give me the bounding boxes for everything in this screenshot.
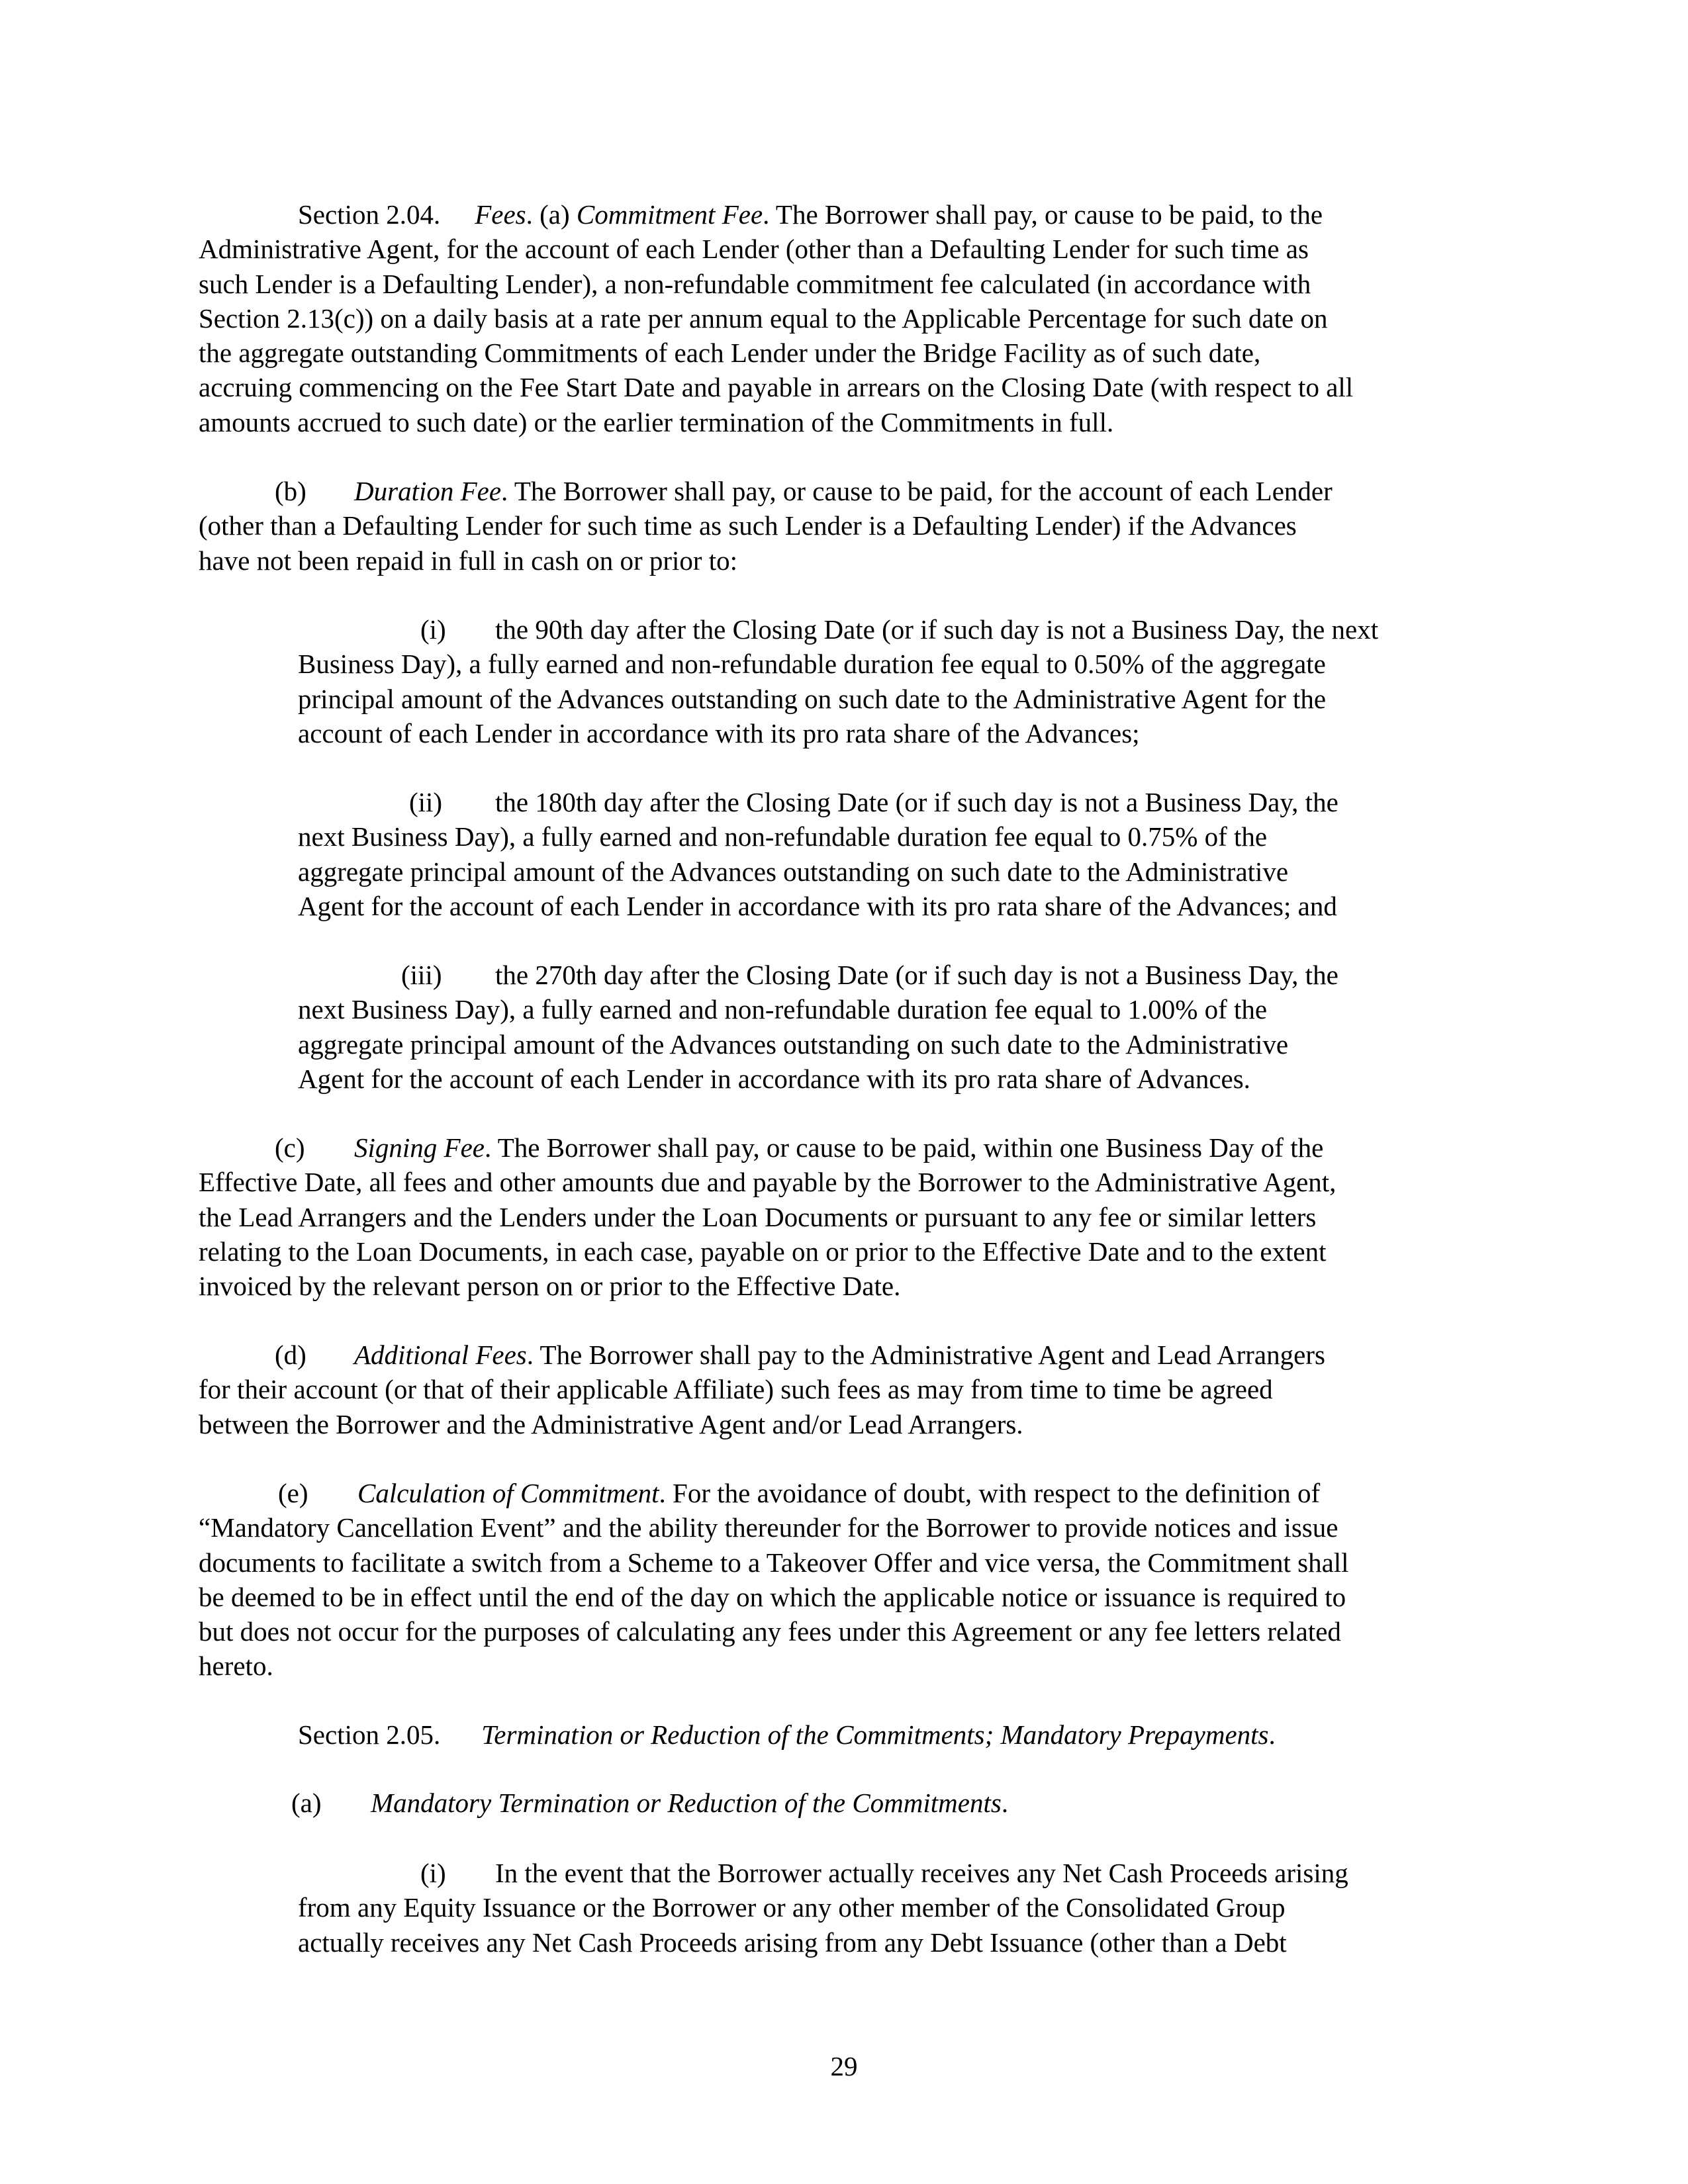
paragraph-e: (e) Calculation of Commitment. For the avoidance of doubt, with respect to the definition of “Mandatory Cancellation Event” and the ability thereunder for the Borrower to provide notices and issue documents to facilitate a switch from a Scheme to a Takeover Offer and vice versa, the Commitment shall be deemed to be in effect until the end of the day on which the applicable notice or issuance is required to but does not occur for the purposes of calculating any fees under this Agreement or any fee letters related hereto. — [199, 1476, 1483, 1684]
paragraph-line: Agent for the account of each Lender in accordance with its pro rata share of Advances. — [298, 1063, 1250, 1094]
paragraph-text: the 90th day after the Closing Date (or if such day is not a Business Day, the next — [495, 614, 1379, 645]
paragraph-line: aggregate principal amount of the Advances outstanding on such date to the Administrative — [298, 856, 1289, 887]
paragraph-line: next Business Day), a fully earned and non-refundable duration fee equal to 0.75% of the — [298, 821, 1268, 852]
paragraph-line: the aggregate outstanding Commitments of each Lender under the Bridge Facility as of such date, — [199, 338, 1261, 369]
section-2-04-paragraph-a: Section 2.04. Fees. (a) Commitment Fee. The Borrower shall pay, or cause to be paid, to the Administrative Agent, for the account of each Lender (other than a Defaulting Lender for such time as such Lender is a Defaulting Lender), a non-refundable commitment fee calculated (in accordance with Section 2.13(c)) on a daily basis at a rate per annum equal to the Applicable Percentage for such date on the aggregate outstanding Commitments of each Lender under the Bridge Facility as of such date, accruing commencing on the Fee Start Date and payable in arrears on the Closing Date (with respect to all amounts accrued to such date) or the earlier termination of the Commitments in full. — [199, 197, 1483, 439]
paragraph-c: (c) Signing Fee. The Borrower shall pay, or cause to be paid, within one Business Day of the Effective Date, all fees and other amounts due and payable by the Borrower to the Administrative Agent, the Lead Arrangers and the Lenders under the Loan Documents or pursuant to any fee or similar letters relating to the Loan Documents, in each case, payable on or prior to the Effective Date and to the extent invoiced by the relevant person on or prior to the Effective Date. — [199, 1130, 1483, 1303]
subsection-title: Commitment Fee — [576, 199, 763, 230]
paragraph-line: “Mandatory Cancellation Event” and the ability thereunder for the Borrower to provide notices and issue — [199, 1512, 1338, 1543]
paragraph-b-iii — [298, 958, 1483, 1096]
page-number: 29 — [830, 2051, 858, 2081]
paragraph-label: (a) — [291, 1788, 322, 1818]
paragraph-d: (d) Additional Fees. The Borrower shall pay to the Administrative Agent and Lead Arrangers for their account (or that of their applicable Affiliate) such fees as may from time to time be agreed between the Borrower and the Administrative Agent and/or Lead Arrangers. — [199, 1338, 1483, 1441]
paragraph-label: (ii) — [409, 787, 443, 817]
paragraph-label: (b) — [275, 476, 306, 506]
subsection-label: (a) — [539, 199, 570, 230]
paragraph-line: account of each Lender in accordance with its pro rata share of the Advances; — [298, 717, 1140, 749]
paragraph-title: Signing Fee — [354, 1132, 485, 1163]
paragraph-b: (b) Duration Fee. The Borrower shall pay, or cause to be paid, for the account of each Lender (other than a Defaulting Lender for such time as such Lender is a Defaulting Lender) if the Advances have not been repaid in full in cash on or prior to: — [199, 474, 1483, 578]
paragraph-text: the 180th day after the Closing Date (or if such day is not a Business Day, the — [495, 787, 1338, 817]
section-number: Section 2.05. — [298, 1719, 441, 1750]
paragraph-line: (other than a Defaulting Lender for such time as such Lender is a Defaulting Lender) if the Advances — [199, 510, 1297, 541]
paragraph-line: Effective Date, all fees and other amounts due and payable by the Borrower to the Administrative Agent, — [199, 1167, 1336, 1198]
section-number: Section 2.04. — [298, 199, 441, 230]
paragraph-text: The Borrower shall pay, or cause to be paid, within one Business Day of the — [497, 1132, 1324, 1163]
paragraph-line: such Lender is a Defaulting Lender), a non-refundable commitment fee calculated (in accordance with — [199, 268, 1311, 299]
section-title: Fees — [475, 199, 526, 230]
paragraph-text: The Borrower shall pay to the Administrative Agent and Lead Arrangers — [539, 1340, 1325, 1370]
paragraph-text: The Borrower shall pay, or cause to be paid, for the account of each Lender — [514, 476, 1333, 506]
section-title: Termination or Reduction of the Commitments; Mandatory Prepayments — [481, 1719, 1269, 1750]
paragraph-line: next Business Day), a fully earned and non-refundable duration fee equal to 1.00% of the — [298, 994, 1268, 1025]
paragraph-line: Agent for the account of each Lender in accordance with its pro rata share of the Advances; and — [298, 890, 1337, 921]
section-2-05-heading: Section 2.05. Termination or Reduction of the Commitments; Mandatory Prepayments. — [298, 1719, 1276, 1750]
paragraph-line: Business Day), a fully earned and non-refundable duration fee equal to 0.50% of the aggregate — [298, 649, 1326, 680]
paragraph-line: relating to the Loan Documents, in each case, payable on or prior to the Effective Date and to the extent — [199, 1236, 1327, 1267]
paragraph-label: (c) — [275, 1132, 305, 1163]
paragraph-text: the 270th day after the Closing Date (or if such day is not a Business Day, the — [495, 960, 1338, 990]
paragraph-label: (i) — [420, 1858, 446, 1888]
paragraph-line: for their account (or that of their applicable Affiliate) such fees as may from time to time be agreed — [199, 1374, 1273, 1405]
paragraph-line: accruing commencing on the Fee Start Date and payable in arrears on the Closing Date (with respect to all — [199, 372, 1354, 403]
paragraph-line: hereto. — [199, 1651, 273, 1682]
paragraph-title: Duration Fee — [354, 476, 502, 506]
paragraph-line: between the Borrower and the Administrative Agent and/or Lead Arrangers. — [199, 1408, 1023, 1439]
paragraph-text: In the event that the Borrower actually receives any Net Cash Proceeds arising — [495, 1858, 1348, 1888]
paragraph-title: Additional Fees — [354, 1340, 527, 1370]
paragraph-text: For the avoidance of doubt, with respect to the definition of — [673, 1478, 1321, 1508]
paragraph-line: be deemed to be in effect until the end of the day on which the applicable notice or issuance is required to — [199, 1581, 1346, 1612]
paragraph-b-i — [298, 612, 1483, 751]
paragraph-label: (e) — [278, 1478, 308, 1508]
paragraph-title: Calculation of Commitment — [357, 1478, 659, 1508]
section-2-05-a-i — [298, 1856, 1483, 1960]
paragraph-line: documents to facilitate a switch from a Scheme to a Takeover Offer and vice versa, the Commitment shall — [199, 1547, 1349, 1578]
paragraph-line: the Lead Arrangers and the Lenders under the Loan Documents or pursuant to any fee or similar letters — [199, 1201, 1317, 1232]
paragraph-line: Section 2.13(c)) on a daily basis at a rate per annum equal to the Applicable Percentage for such date on — [199, 302, 1328, 334]
section-2-05-a-heading: (a) Mandatory Termination or Reduction of the Commitments. — [199, 1786, 1483, 1820]
paragraph-line: Administrative Agent, for the account of each Lender (other than a Defaulting Lender for such time as — [199, 234, 1309, 265]
paragraph-line: amounts accrued to such date) or the earlier termination of the Commitments in full. — [199, 406, 1114, 437]
paragraph-line: have not been repaid in full in cash on or prior to: — [199, 545, 738, 576]
paragraph-title: Mandatory Termination or Reduction of the Commitments — [371, 1788, 1002, 1818]
paragraph-line: but does not occur for the purposes of calculating any fees under this Agreement or any fee letters related — [199, 1616, 1341, 1647]
paragraph-line: from any Equity Issuance or the Borrower or any other member of the Consolidated Group — [298, 1892, 1286, 1923]
paragraph-label: (iii) — [401, 960, 442, 990]
paragraph-line: invoiced by the relevant person on or prior to the Effective Date. — [199, 1271, 901, 1302]
paragraph-line: principal amount of the Advances outstanding on such date to the Administrative Agent for the — [298, 683, 1327, 714]
paragraph-line: actually receives any Net Cash Proceeds arising from any Debt Issuance (other than a Debt — [298, 1927, 1287, 1958]
paragraph-label: (d) — [275, 1340, 306, 1370]
paragraph-line: aggregate principal amount of the Advances outstanding on such date to the Administrative — [298, 1028, 1289, 1060]
paragraph-b-ii — [298, 785, 1483, 923]
paragraph-text: The Borrower shall pay, or cause to be paid, to the — [775, 199, 1323, 230]
paragraph-label: (i) — [420, 614, 446, 645]
